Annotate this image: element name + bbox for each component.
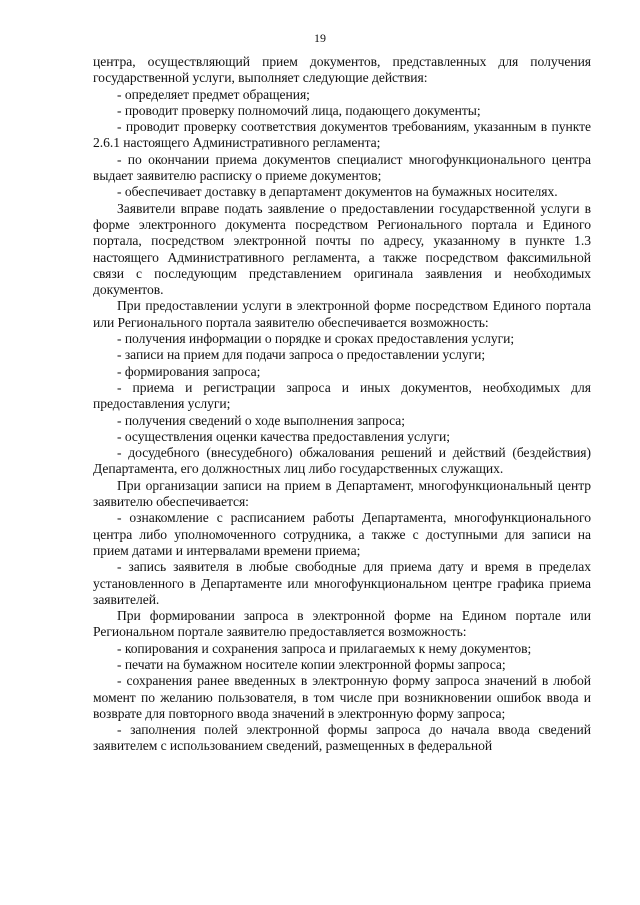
paragraph: - сохранения ранее введенных в электронную форму запроса значений в любой момент по желанию пользователя, в том числе при возникновении ошибок ввода и возврате для повторного ввода значений в электронную форму запроса;: [93, 673, 591, 721]
paragraph: При предоставлении услуги в электронной форме посредством Единого портала или Регионального портала заявителю обеспечивается возможность:: [93, 298, 591, 330]
paragraph: - ознакомление с расписанием работы Департамента, многофункционального центра либо уполномоченного сотрудника, а также с доступными для записи на прием датами и интервалами времени приема;: [93, 510, 591, 558]
document-body: [93, 54, 591, 755]
paragraph: - проводит проверку полномочий лица, подающего документы;: [117, 102, 481, 118]
page-number: 19: [314, 31, 326, 45]
paragraph: Заявители вправе подать заявление о предоставлении государственной услуги в форме электронного документа посредством Регионального портала и Единого портала, посредством электронной почты по адресу, указанному в пункте 1.3 настоящего Административного регламента, а также посредством факсимильной связи с последующим представлением оригинала заявления и необходимых документов.: [93, 200, 591, 298]
paragraph: - проводит проверку соответствия документов требованиям, указанным в пункте 2.6.1 настоящего Административного регламента;: [93, 119, 591, 151]
paragraph: При организации записи на прием в Департамент, многофункциональный центр заявителю обеспечивается:: [93, 477, 591, 510]
paragraph: - запись заявителя в любые свободные для приема дату и время в пределах установленного в Департаменте или многофункциональном центре графика приема заявителей.: [93, 559, 591, 607]
paragraph: При формировании запроса в электронной форме на Едином портале или Региональном портале заявителю предоставляется возможность:: [93, 608, 591, 640]
paragraph: - печати на бумажном носителе копии электронной формы запроса;: [117, 656, 506, 672]
paragraph: центра, осуществляющий прием документов, представленных для получения государственной услуги, выполняет следующие действия:: [93, 54, 591, 86]
paragraph: - копирования и сохранения запроса и прилагаемых к нему документов;: [117, 640, 532, 656]
paragraph: - приема и регистрации запроса и иных документов, необходимых для предоставления услуги;: [93, 379, 591, 412]
paragraph: - обеспечивает доставку в департамент документов на бумажных носителях.: [117, 184, 558, 200]
paragraph: - по окончании приема документов специалист многофункционального центра выдает заявителю расписку о приеме документов;: [93, 151, 591, 184]
paragraph: - осуществления оценки качества предоставления услуги;: [117, 428, 450, 444]
paragraph: - определяет предмет обращения;: [117, 86, 310, 102]
paragraph: - получения информации о порядке и сроках предоставления услуги;: [117, 331, 515, 347]
paragraph: - досудебного (внесудебного) обжалования решений и действий (бездействия) Департамента, его должностных лиц либо государственных служащих.: [93, 445, 591, 477]
paragraph: - записи на прием для подачи запроса о предоставлении услуги;: [117, 347, 486, 363]
paragraph: - получения сведений о ходе выполнения запроса;: [117, 412, 405, 428]
paragraph: - заполнения полей электронной формы запроса до начала ввода сведений заявителем с использованием сведений, размещенных в федеральной: [93, 722, 591, 754]
paragraph: - формирования запроса;: [117, 363, 261, 379]
